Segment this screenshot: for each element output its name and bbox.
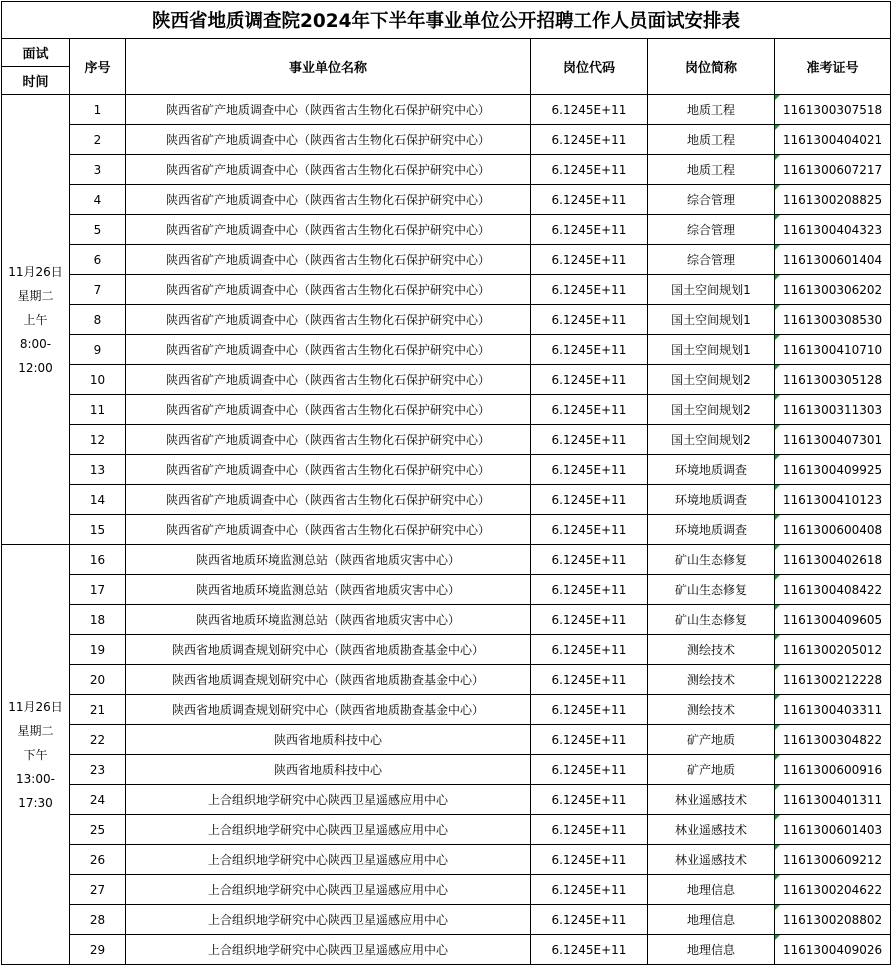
cell-note-marker-icon <box>775 185 780 190</box>
row-post-code: 6.1245E+11 <box>531 815 648 845</box>
row-post-code: 6.1245E+11 <box>531 845 648 875</box>
row-index: 4 <box>70 185 126 215</box>
row-post-name: 环境地质调查 <box>648 515 775 545</box>
row-unit-name: 陕西省矿产地质调查中心（陕西省古生物化石保护研究中心） <box>126 455 531 485</box>
table-row <box>2 845 891 875</box>
row-unit-name: 陕西省地质调查规划研究中心（陕西省地质勘查基金中心） <box>126 695 531 725</box>
table-body <box>2 95 891 965</box>
row-index: 17 <box>70 575 126 605</box>
row-ticket-number <box>775 575 891 605</box>
ticket-text: 1161300403311 <box>782 702 883 717</box>
ticket-text: 1161300304822 <box>782 732 883 747</box>
ticket-text: 1161300311303 <box>782 402 883 417</box>
row-index: 22 <box>70 725 126 755</box>
table-row <box>2 695 891 725</box>
row-post-name: 国土空间规划2 <box>648 365 775 395</box>
row-post-name: 国土空间规划2 <box>648 395 775 425</box>
session-time-line2: 星期二 <box>17 288 54 303</box>
cell-note-marker-icon <box>775 215 780 220</box>
row-post-name: 矿产地质 <box>648 725 775 755</box>
table-row <box>2 875 891 905</box>
ticket-text: 1161300410710 <box>782 342 883 357</box>
row-post-name: 林业遥感技术 <box>648 785 775 815</box>
row-ticket-number <box>775 305 891 335</box>
row-unit-name: 陕西省矿产地质调查中心（陕西省古生物化石保护研究中心） <box>126 515 531 545</box>
page-title: 陕西省地质调查院2024年下半年事业单位公开招聘工作人员面试安排表 <box>2 2 891 39</box>
table-row <box>2 635 891 665</box>
cell-note-marker-icon <box>775 935 780 940</box>
row-post-code: 6.1245E+11 <box>531 125 648 155</box>
row-ticket-number <box>775 935 891 965</box>
row-post-name: 环境地质调查 <box>648 485 775 515</box>
row-post-code: 6.1245E+11 <box>531 725 648 755</box>
row-index: 9 <box>70 335 126 365</box>
row-ticket-number <box>775 545 891 575</box>
table-row <box>2 605 891 635</box>
row-ticket-number <box>775 125 891 155</box>
row-index: 20 <box>70 665 126 695</box>
row-ticket-number <box>775 155 891 185</box>
row-post-code: 6.1245E+11 <box>531 455 648 485</box>
ticket-text: 1161300402618 <box>782 552 883 567</box>
ticket-text: 1161300601404 <box>782 252 883 267</box>
table-row <box>2 395 891 425</box>
session-time-line3: 下午 <box>23 747 48 762</box>
row-index: 27 <box>70 875 126 905</box>
table-row <box>2 245 891 275</box>
row-unit-name: 陕西省矿产地质调查中心（陕西省古生物化石保护研究中心） <box>126 95 531 125</box>
row-post-code: 6.1245E+11 <box>531 635 648 665</box>
ticket-text: 1161300308530 <box>782 312 883 327</box>
ticket-text: 1161300205012 <box>782 642 883 657</box>
row-post-code: 6.1245E+11 <box>531 665 648 695</box>
row-post-name: 综合管理 <box>648 185 775 215</box>
row-index: 3 <box>70 155 126 185</box>
row-index: 26 <box>70 845 126 875</box>
ticket-text: 1161300409925 <box>782 462 883 477</box>
table-row <box>2 305 891 335</box>
row-ticket-number <box>775 335 891 365</box>
row-ticket-number <box>775 695 891 725</box>
row-unit-name: 陕西省地质科技中心 <box>126 725 531 755</box>
cell-note-marker-icon <box>775 245 780 250</box>
row-unit-name: 上合组织地学研究中心陕西卫星遥感应用中心 <box>126 905 531 935</box>
row-index: 14 <box>70 485 126 515</box>
row-index: 2 <box>70 125 126 155</box>
cell-note-marker-icon <box>775 665 780 670</box>
cell-note-marker-icon <box>775 395 780 400</box>
cell-note-marker-icon <box>775 335 780 340</box>
row-post-name: 林业遥感技术 <box>648 815 775 845</box>
table-row <box>2 935 891 965</box>
row-index: 7 <box>70 275 126 305</box>
cell-note-marker-icon <box>775 635 780 640</box>
table-row <box>2 545 891 575</box>
table-row <box>2 665 891 695</box>
row-post-name: 综合管理 <box>648 215 775 245</box>
row-post-name: 测绘技术 <box>648 695 775 725</box>
row-index: 11 <box>70 395 126 425</box>
table-row <box>2 365 891 395</box>
ticket-text: 1161300601403 <box>782 822 883 837</box>
row-post-name: 地理信息 <box>648 935 775 965</box>
row-index: 23 <box>70 755 126 785</box>
cell-note-marker-icon <box>775 785 780 790</box>
row-unit-name: 陕西省矿产地质调查中心（陕西省古生物化石保护研究中心） <box>126 365 531 395</box>
table-row <box>2 485 891 515</box>
row-ticket-number <box>775 365 891 395</box>
ticket-text: 1161300607217 <box>782 162 883 177</box>
row-ticket-number <box>775 755 891 785</box>
row-unit-name: 陕西省地质调查规划研究中心（陕西省地质勘查基金中心） <box>126 635 531 665</box>
row-ticket-number <box>775 395 891 425</box>
row-unit-name: 陕西省地质环境监测总站（陕西省地质灾害中心） <box>126 575 531 605</box>
table-row <box>2 425 891 455</box>
row-post-code: 6.1245E+11 <box>531 185 648 215</box>
table-row <box>2 275 891 305</box>
row-index: 15 <box>70 515 126 545</box>
row-unit-name: 陕西省矿产地质调查中心（陕西省古生物化石保护研究中心） <box>126 335 531 365</box>
row-post-name: 国土空间规划1 <box>648 335 775 365</box>
session-time-line5: 12:00 <box>18 360 53 375</box>
row-index: 12 <box>70 425 126 455</box>
row-index: 18 <box>70 605 126 635</box>
table-row <box>2 575 891 605</box>
cell-note-marker-icon <box>775 95 780 100</box>
row-ticket-number <box>775 185 891 215</box>
row-post-code: 6.1245E+11 <box>531 305 648 335</box>
row-post-name: 国土空间规划1 <box>648 275 775 305</box>
row-post-name: 地质工程 <box>648 95 775 125</box>
ticket-text: 1161300600408 <box>782 522 883 537</box>
header-code: 岗位代码 <box>531 39 648 95</box>
row-ticket-number <box>775 485 891 515</box>
cell-note-marker-icon <box>775 455 780 460</box>
header-unit: 事业单位名称 <box>126 39 531 95</box>
row-ticket-number <box>775 875 891 905</box>
cell-note-marker-icon <box>775 695 780 700</box>
cell-note-marker-icon <box>775 545 780 550</box>
ticket-text: 1161300306202 <box>782 282 883 297</box>
ticket-text: 1161300404021 <box>782 132 883 147</box>
row-post-code: 6.1245E+11 <box>531 935 648 965</box>
ticket-text: 1161300404323 <box>782 222 883 237</box>
row-index: 10 <box>70 365 126 395</box>
row-post-name: 矿山生态修复 <box>648 605 775 635</box>
row-ticket-number <box>775 815 891 845</box>
session-time-line4: 13:00- <box>16 771 55 786</box>
header-post: 岗位简称 <box>648 39 775 95</box>
cell-note-marker-icon <box>775 815 780 820</box>
row-ticket-number <box>775 425 891 455</box>
table-row <box>2 215 891 245</box>
row-post-code: 6.1245E+11 <box>531 215 648 245</box>
row-index: 6 <box>70 245 126 275</box>
row-post-code: 6.1245E+11 <box>531 605 648 635</box>
row-post-code: 6.1245E+11 <box>531 425 648 455</box>
row-ticket-number <box>775 665 891 695</box>
cell-note-marker-icon <box>775 575 780 580</box>
row-post-code: 6.1245E+11 <box>531 365 648 395</box>
row-post-name: 测绘技术 <box>648 665 775 695</box>
header-time-line1: 面试 <box>2 39 70 67</box>
row-ticket-number <box>775 515 891 545</box>
row-unit-name: 上合组织地学研究中心陕西卫星遥感应用中心 <box>126 935 531 965</box>
ticket-text: 1161300409605 <box>782 612 883 627</box>
row-ticket-number <box>775 95 891 125</box>
row-index: 19 <box>70 635 126 665</box>
ticket-text: 1161300208802 <box>782 912 883 927</box>
row-index: 8 <box>70 305 126 335</box>
row-unit-name: 陕西省矿产地质调查中心（陕西省古生物化石保护研究中心） <box>126 155 531 185</box>
row-unit-name: 上合组织地学研究中心陕西卫星遥感应用中心 <box>126 845 531 875</box>
ticket-text: 1161300307518 <box>782 102 883 117</box>
row-ticket-number <box>775 605 891 635</box>
row-post-code: 6.1245E+11 <box>531 275 648 305</box>
cell-note-marker-icon <box>775 125 780 130</box>
ticket-text: 1161300408422 <box>782 582 883 597</box>
row-index: 25 <box>70 815 126 845</box>
row-index: 13 <box>70 455 126 485</box>
row-post-code: 6.1245E+11 <box>531 485 648 515</box>
row-ticket-number <box>775 215 891 245</box>
row-post-name: 矿山生态修复 <box>648 545 775 575</box>
row-index: 21 <box>70 695 126 725</box>
row-ticket-number <box>775 785 891 815</box>
row-ticket-number <box>775 635 891 665</box>
row-post-code: 6.1245E+11 <box>531 545 648 575</box>
ticket-text: 1161300407301 <box>782 432 883 447</box>
table-row <box>2 185 891 215</box>
row-post-code: 6.1245E+11 <box>531 155 648 185</box>
cell-note-marker-icon <box>775 365 780 370</box>
cell-note-marker-icon <box>775 515 780 520</box>
header-index: 序号 <box>70 39 126 95</box>
session-time-line1: 11月26日 <box>8 264 63 279</box>
row-unit-name: 陕西省矿产地质调查中心（陕西省古生物化石保护研究中心） <box>126 395 531 425</box>
row-index: 1 <box>70 95 126 125</box>
ticket-text: 1161300208825 <box>782 192 883 207</box>
row-post-code: 6.1245E+11 <box>531 515 648 545</box>
cell-note-marker-icon <box>775 845 780 850</box>
row-index: 29 <box>70 935 126 965</box>
table-row <box>2 815 891 845</box>
row-unit-name: 陕西省地质调查规划研究中心（陕西省地质勘查基金中心） <box>126 665 531 695</box>
row-post-code: 6.1245E+11 <box>531 245 648 275</box>
row-post-name: 林业遥感技术 <box>648 845 775 875</box>
row-unit-name: 陕西省地质科技中心 <box>126 755 531 785</box>
row-post-name: 测绘技术 <box>648 635 775 665</box>
cell-note-marker-icon <box>775 425 780 430</box>
table-row <box>2 125 891 155</box>
row-post-name: 国土空间规划2 <box>648 425 775 455</box>
session-time-cell <box>2 95 70 545</box>
table-row <box>2 755 891 785</box>
row-post-code: 6.1245E+11 <box>531 695 648 725</box>
row-post-code: 6.1245E+11 <box>531 785 648 815</box>
session-time-line3: 上午 <box>23 312 48 327</box>
row-ticket-number <box>775 455 891 485</box>
row-post-name: 环境地质调查 <box>648 455 775 485</box>
row-post-code: 6.1245E+11 <box>531 95 648 125</box>
row-unit-name: 陕西省矿产地质调查中心（陕西省古生物化石保护研究中心） <box>126 485 531 515</box>
row-unit-name: 陕西省矿产地质调查中心（陕西省古生物化石保护研究中心） <box>126 245 531 275</box>
row-ticket-number <box>775 275 891 305</box>
ticket-text: 1161300305128 <box>782 372 883 387</box>
row-post-name: 国土空间规划1 <box>648 305 775 335</box>
row-post-name: 综合管理 <box>648 245 775 275</box>
table-row <box>2 95 891 125</box>
table-row <box>2 455 891 485</box>
cell-note-marker-icon <box>775 605 780 610</box>
row-post-name: 地理信息 <box>648 905 775 935</box>
row-unit-name: 上合组织地学研究中心陕西卫星遥感应用中心 <box>126 785 531 815</box>
row-post-name: 地质工程 <box>648 125 775 155</box>
row-post-code: 6.1245E+11 <box>531 335 648 365</box>
table-row <box>2 725 891 755</box>
ticket-text: 1161300600916 <box>782 762 883 777</box>
row-unit-name: 陕西省矿产地质调查中心（陕西省古生物化石保护研究中心） <box>126 185 531 215</box>
row-unit-name: 上合组织地学研究中心陕西卫星遥感应用中心 <box>126 815 531 845</box>
row-post-code: 6.1245E+11 <box>531 905 648 935</box>
interview-schedule-table <box>1 1 891 965</box>
row-index: 16 <box>70 545 126 575</box>
table-row <box>2 905 891 935</box>
table-row <box>2 785 891 815</box>
table-row <box>2 155 891 185</box>
ticket-text: 1161300410123 <box>782 492 883 507</box>
row-post-name: 地质工程 <box>648 155 775 185</box>
row-unit-name: 陕西省地质环境监测总站（陕西省地质灾害中心） <box>126 545 531 575</box>
ticket-text: 1161300609212 <box>782 852 883 867</box>
row-unit-name: 陕西省地质环境监测总站（陕西省地质灾害中心） <box>126 605 531 635</box>
row-index: 28 <box>70 905 126 935</box>
session-time-line4: 8:00- <box>19 336 52 351</box>
session-time-cell <box>2 545 70 965</box>
ticket-text: 1161300212228 <box>782 672 883 687</box>
header-time-line2: 时间 <box>2 67 70 95</box>
row-unit-name: 上合组织地学研究中心陕西卫星遥感应用中心 <box>126 875 531 905</box>
table-row <box>2 335 891 365</box>
cell-note-marker-icon <box>775 275 780 280</box>
row-post-code: 6.1245E+11 <box>531 875 648 905</box>
ticket-text: 1161300401311 <box>782 792 883 807</box>
cell-note-marker-icon <box>775 875 780 880</box>
cell-note-marker-icon <box>775 305 780 310</box>
row-unit-name: 陕西省矿产地质调查中心（陕西省古生物化石保护研究中心） <box>126 275 531 305</box>
header-ticket: 准考证号 <box>775 39 891 95</box>
row-post-code: 6.1245E+11 <box>531 575 648 605</box>
cell-note-marker-icon <box>775 905 780 910</box>
row-post-name: 矿山生态修复 <box>648 575 775 605</box>
row-post-code: 6.1245E+11 <box>531 755 648 785</box>
ticket-text: 1161300204622 <box>782 882 883 897</box>
row-unit-name: 陕西省矿产地质调查中心（陕西省古生物化石保护研究中心） <box>126 305 531 335</box>
session-time-line2: 星期二 <box>17 723 54 738</box>
row-unit-name: 陕西省矿产地质调查中心（陕西省古生物化石保护研究中心） <box>126 215 531 245</box>
row-ticket-number <box>775 845 891 875</box>
row-ticket-number <box>775 245 891 275</box>
cell-note-marker-icon <box>775 485 780 490</box>
session-time-line1: 11月26日 <box>8 699 63 714</box>
row-post-name: 地理信息 <box>648 875 775 905</box>
row-index: 5 <box>70 215 126 245</box>
row-ticket-number <box>775 725 891 755</box>
session-time-line5: 17:30 <box>18 795 53 810</box>
row-ticket-number <box>775 905 891 935</box>
row-unit-name: 陕西省矿产地质调查中心（陕西省古生物化石保护研究中心） <box>126 425 531 455</box>
cell-note-marker-icon <box>775 725 780 730</box>
row-post-code: 6.1245E+11 <box>531 395 648 425</box>
table-row <box>2 515 891 545</box>
cell-note-marker-icon <box>775 755 780 760</box>
row-unit-name: 陕西省矿产地质调查中心（陕西省古生物化石保护研究中心） <box>126 125 531 155</box>
cell-note-marker-icon <box>775 155 780 160</box>
row-index: 24 <box>70 785 126 815</box>
ticket-text: 1161300409026 <box>782 942 883 957</box>
row-post-name: 矿产地质 <box>648 755 775 785</box>
